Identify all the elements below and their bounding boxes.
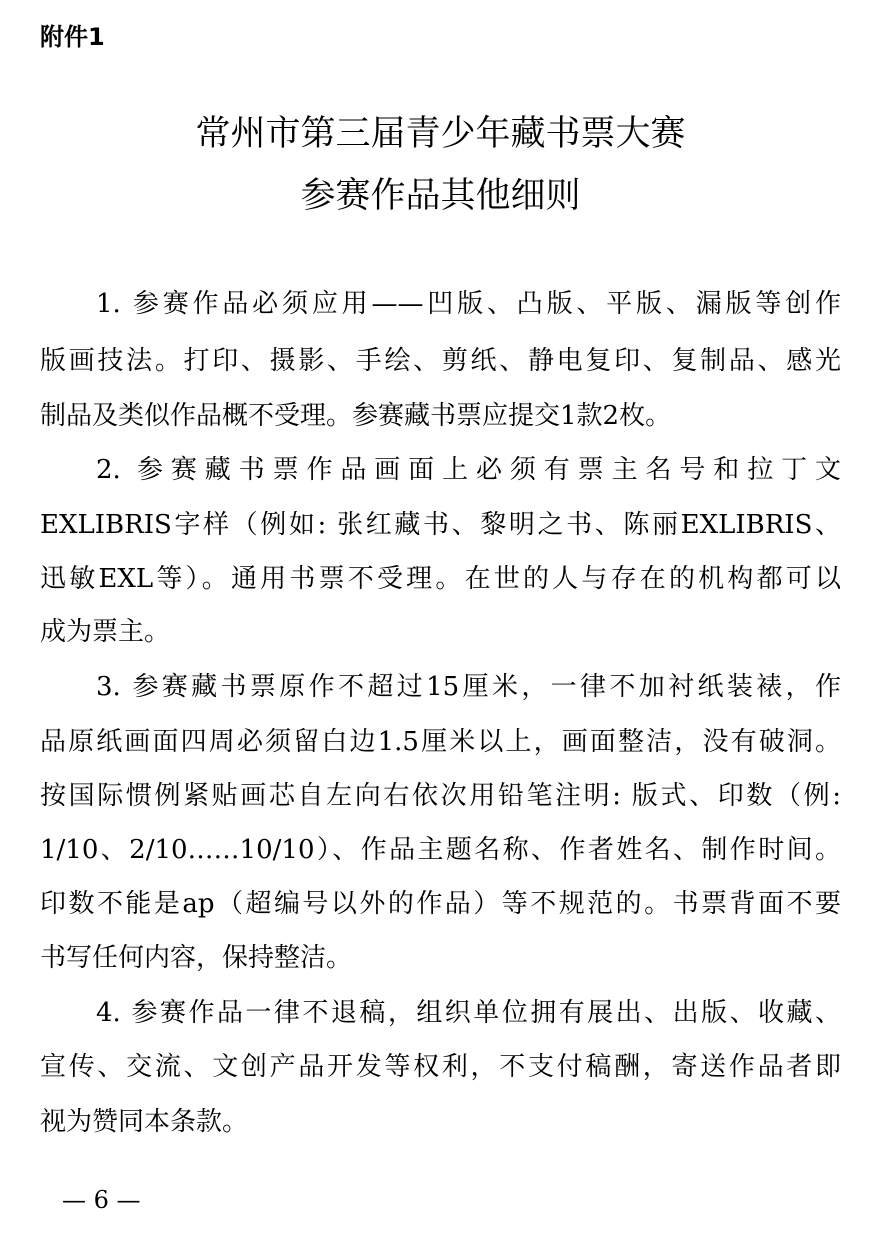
rule-2-line-4: 成为票主。 xyxy=(40,617,171,647)
rule-2-line-1: 2. 参赛藏书票作品画面上必须有票主名号和拉丁文 xyxy=(96,455,841,485)
rule-4-line-3: 视为赞同本条款。 xyxy=(40,1107,249,1137)
rule-3-line-3: 按国际惯例紧贴画芯自左向右依次用铅笔注明: 版式、印数（例: xyxy=(40,781,841,811)
rule-3-line-5: 印数不能是ap（超编号以外的作品）等不规范的。书票背面不要 xyxy=(40,889,841,919)
rule-3-line-4: 1/10、2/10……10/10）、作品主题名称、作者姓名、制作时间。 xyxy=(40,835,841,865)
page-number: — 6 — xyxy=(62,1186,141,1214)
title-line-1: 常州市第三届青少年藏书票大赛 xyxy=(195,114,686,154)
attachment-label: 附件1 xyxy=(40,23,105,51)
rule-3-line-1: 3. 参赛藏书票原作不超过15厘米，一律不加衬纸装裱，作 xyxy=(96,672,841,702)
title-line-2: 参赛作品其他细则 xyxy=(300,176,581,216)
rule-1-line-1: 1. 参赛作品必须应用——凹版、凸版、平版、漏版等创作 xyxy=(96,289,841,319)
rule-1-line-3: 制品及类似作品概不受理。参赛藏书票应提交1款2枚。 xyxy=(40,401,672,431)
rule-4-line-1: 4. 参赛作品一律不退稿，组织单位拥有展出、出版、收藏、 xyxy=(96,998,841,1028)
rule-2-line-2: EXLIBRIS字样（例如: 张红藏书、黎明之书、陈丽EXLIBRIS、 xyxy=(40,510,841,540)
rule-2-line-3: 迅敏EXL等）。通用书票不受理。在世的人与存在的机构都可以 xyxy=(40,564,841,594)
rule-3-line-6: 书写任何内容，保持整洁。 xyxy=(40,943,353,973)
rule-3-line-2: 品原纸画面四周必须留白边1.5厘米以上，画面整洁，没有破洞。 xyxy=(40,727,841,757)
rule-4-line-2: 宣传、交流、文创产品开发等权利，不支付稿酬，寄送作品者即 xyxy=(40,1052,841,1082)
rule-1-line-2: 版画技法。打印、摄影、手绘、剪纸、静电复印、复制品、感光 xyxy=(40,346,841,376)
